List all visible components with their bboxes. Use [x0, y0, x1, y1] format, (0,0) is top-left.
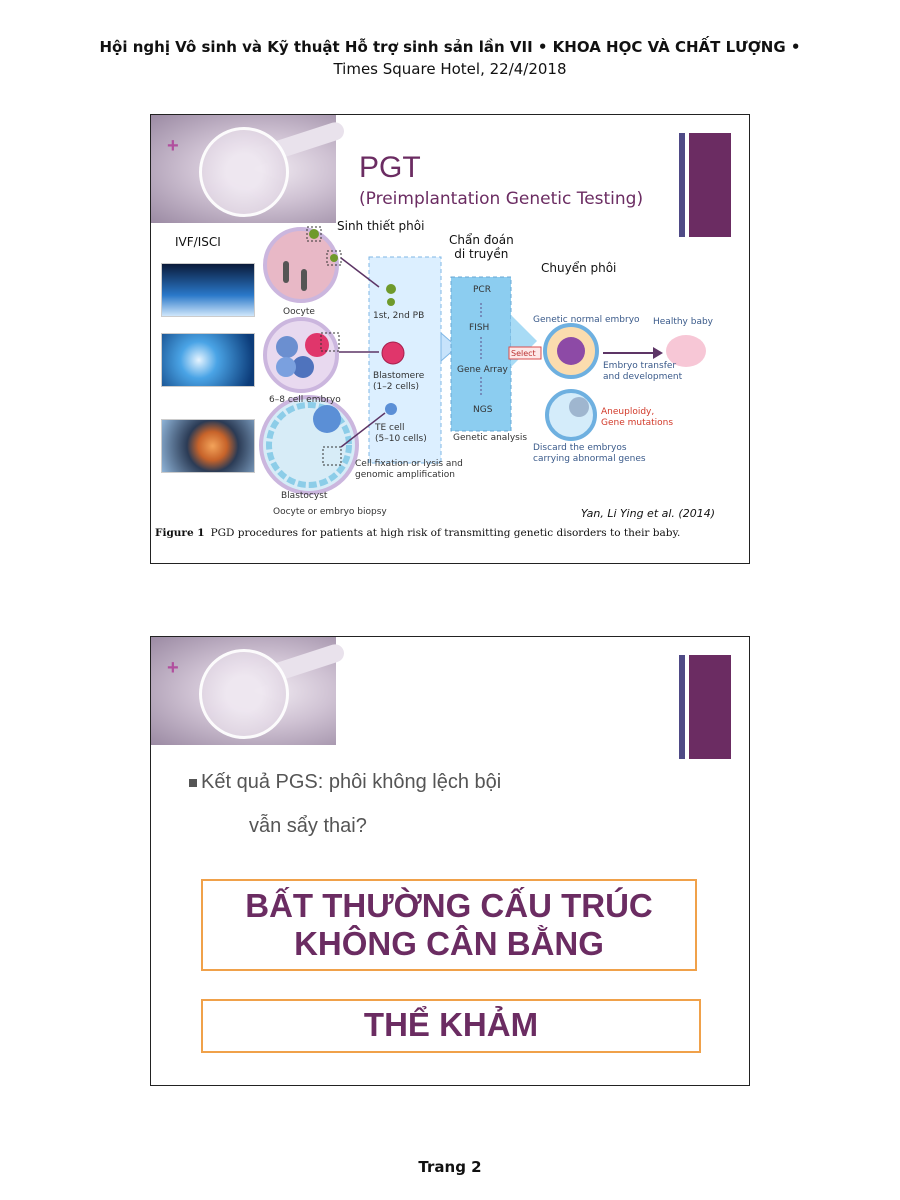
slide-subtitle: (Preimplantation Genetic Testing) [359, 189, 644, 209]
embryo-shape [199, 649, 289, 739]
oocyte-label: Oocyte [283, 307, 315, 317]
bullet-text-line2: vẫn sẩy thai? [249, 815, 367, 837]
method-pcr: PCR [473, 285, 491, 295]
plus-icon: + [167, 657, 179, 679]
slide-title: PGT [359, 151, 421, 184]
embryo-6-8-cell [265, 319, 337, 391]
discard-label: Discard the embryos carrying abnormal genes [533, 443, 646, 464]
caption-label: Figure 1 [155, 527, 205, 539]
aneuploidy-label: Aneuploidy, Gene mutations [601, 407, 674, 428]
bullet-square-icon [189, 779, 197, 787]
box1-line1: BẤT THƯỜNG CẤU TRÚC [245, 887, 653, 924]
oocyte-cell [265, 229, 337, 301]
slide-pgs-result [150, 636, 750, 1086]
method-ngs: NGS [473, 405, 493, 415]
slide-pgt [150, 114, 750, 564]
conference-title: Hội nghị Vô sinh và Kỹ thuật Hỗ trợ sinh sản lần VII • KHOA HỌC VÀ CHẤT LƯỢNG • [99, 38, 801, 56]
page-number: Trang 2 [418, 1158, 482, 1176]
citation: Yan, Li Ying et al. (2014) [580, 507, 715, 520]
method-gene-array: Gene Array [457, 365, 508, 375]
label-transfer: Chuyển phôi [541, 261, 617, 275]
pgd-procedure-diagram [151, 115, 749, 563]
accent-bar-thick [689, 655, 731, 759]
blastomere-label: Blastomere (1–2 cells) [373, 371, 425, 392]
bullet-point [189, 771, 501, 794]
blastocyst-label: Blastocyst [281, 491, 328, 501]
label-diagnosis: Chẩn đoán di truyền [449, 233, 514, 261]
mosaicism-box: THỂ KHẢM [201, 999, 701, 1053]
conference-venue-date: Times Square Hotel, 22/4/2018 [333, 60, 567, 78]
embryo-photo [151, 637, 336, 745]
fixation-label: Cell fixation or lysis and genomic amplification [355, 459, 463, 480]
structural-abnormality-box [201, 879, 697, 971]
embryo-label: 6–8 cell embryo [269, 395, 341, 405]
bullet-text-line1: Kết quả PGS: phôi không lệch bội [201, 771, 502, 793]
healthy-baby-label: Healthy baby [653, 317, 714, 327]
normal-embryo-label: Genetic normal embryo [533, 315, 640, 325]
te-label: TE cell (5–10 cells) [375, 423, 427, 444]
document-header [0, 38, 900, 78]
caption-text: PGD procedures for patients at high risk of transmitting genetic disorders to their baby. [210, 527, 681, 539]
label-biopsy: Sinh thiết phôi [337, 219, 425, 233]
pb-label: 1st, 2nd PB [373, 311, 425, 321]
abnormal-embryo [547, 391, 595, 439]
box1-line2: KHÔNG CÂN BẰNG [294, 925, 604, 962]
genetic-analysis-label: Genetic analysis [453, 433, 528, 443]
figure-caption [155, 527, 680, 539]
label-ivf: IVF/ISCI [175, 235, 221, 249]
biopsy-note: Oocyte or embryo biopsy [273, 507, 387, 517]
accent-bars [679, 655, 731, 759]
plus-icon: + [167, 135, 179, 157]
method-fish: FISH [469, 323, 490, 333]
accent-bar-thin [679, 655, 685, 759]
transfer-label: Embryo transfer and development [603, 361, 683, 382]
select-label: Select [511, 349, 536, 358]
